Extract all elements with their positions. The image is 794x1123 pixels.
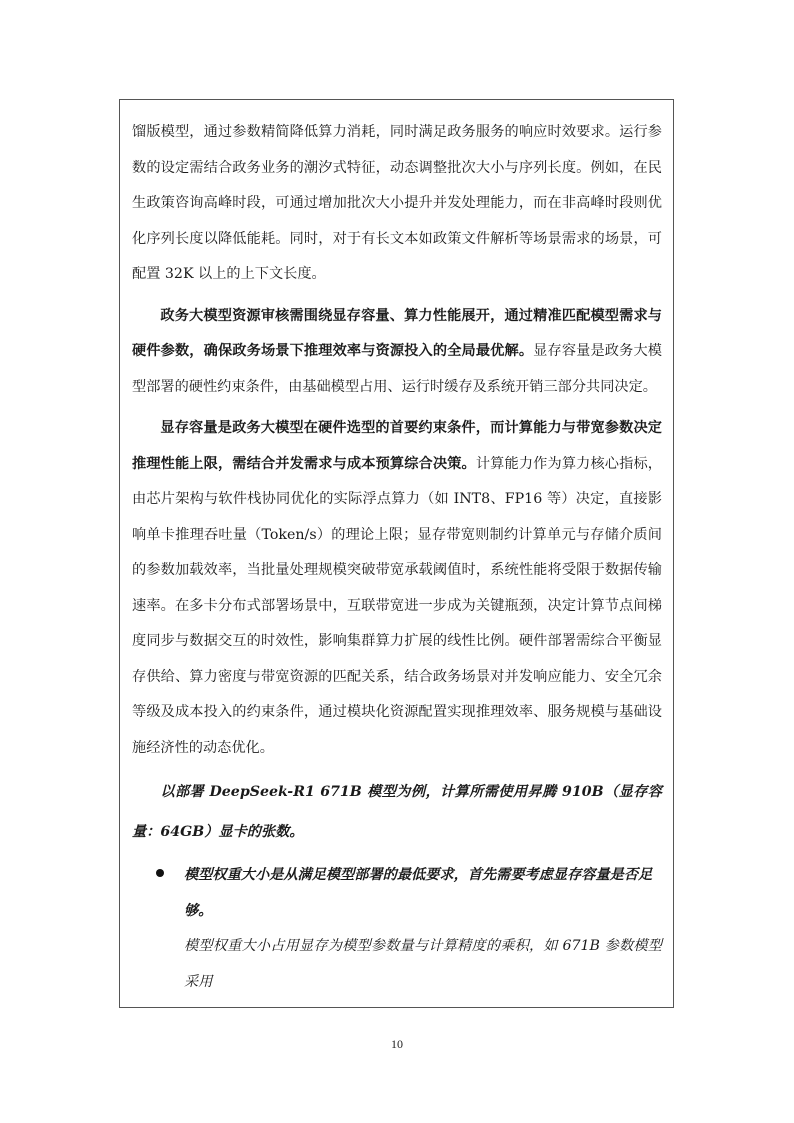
page-frame xyxy=(119,99,674,1008)
document-body xyxy=(132,115,662,1000)
paragraph-1: 馏版模型，通过参数精简降低算力消耗，同时满足政务服务的响应时效要求。运行参数的设定需结合政务业务的潮汐式特征，动态调整批次大小与序列长度。例如，在民生政策咨询高峰时段，可通过增加批次大小提升并发处理能力，而在非高峰时段则优化序列长度以降低能耗。同时，对于有长文本如政策文件解析等场景需求的场景，可配置 32K 以上的上下文长度。 xyxy=(132,124,662,282)
paragraph-3-rest: 计算能力作为算力核心指标，由芯片架构与软件栈协同优化的实际浮点算力（如 INT8、FP16 等）决定，直接影响单卡推理吞吐量（Token/s）的理论上限；显存带宽则制约计算单元与存储介质间的参数加载效率，当批量处理规模突破带宽承载阈值时，系统性能将受限于数据传输速率。在多卡分布式部署场景中，互联带宽进一步成为关键瓶颈，决定计算节点间梯度同步与数据交互的时效性，影响集群算力扩展的线性比例。硬件部署需综合平衡显存供给、算力密度与带宽资源的匹配关系，结合政务场景对并发响应能力、安全冗余等级及成本投入的约束条件，通过模块化资源配置实现推理效率、服务规模与基础设施经济性的动态优化。 xyxy=(132,455,662,756)
paragraph-2 xyxy=(132,299,662,406)
bullet-item-text: 模型权重大小是从满足模型部署的最低要求，首先需要考虑显存容量是否足够。 xyxy=(184,867,653,919)
paragraph-3 xyxy=(132,411,662,766)
bullet-item xyxy=(132,858,662,929)
bullet-dot-icon xyxy=(156,869,164,877)
paragraph-2-bold: 政务大模型资源审核需围绕显存容量、算力性能展开，通过精准匹配模型需求与硬件参数，确保政务场景下推理效率与资源投入的全局最优解。 xyxy=(132,307,662,359)
paragraph-3-bold: 显存容量是政务大模型在硬件选型的首要约束条件，而计算能力与带宽参数决定推理性能上限，需结合并发需求与成本预算综合决策。 xyxy=(132,420,662,472)
page-number: 10 xyxy=(391,1037,403,1051)
paragraph-4: 以部署 DeepSeek-R1 671B 模型为例，计算所需使用昇腾 910B（显存容量：64GB）显卡的张数。 xyxy=(132,784,662,840)
paragraph-2-rest: 显存容量是政务大模型部署的硬性约束条件，由基础模型占用、运行时缓存及系统开销三部分共同决定。 xyxy=(132,343,662,395)
paragraph-5: 模型权重大小占用显存为模型参数量与计算精度的乘积，如 671B 参数模型采用 xyxy=(184,938,662,990)
